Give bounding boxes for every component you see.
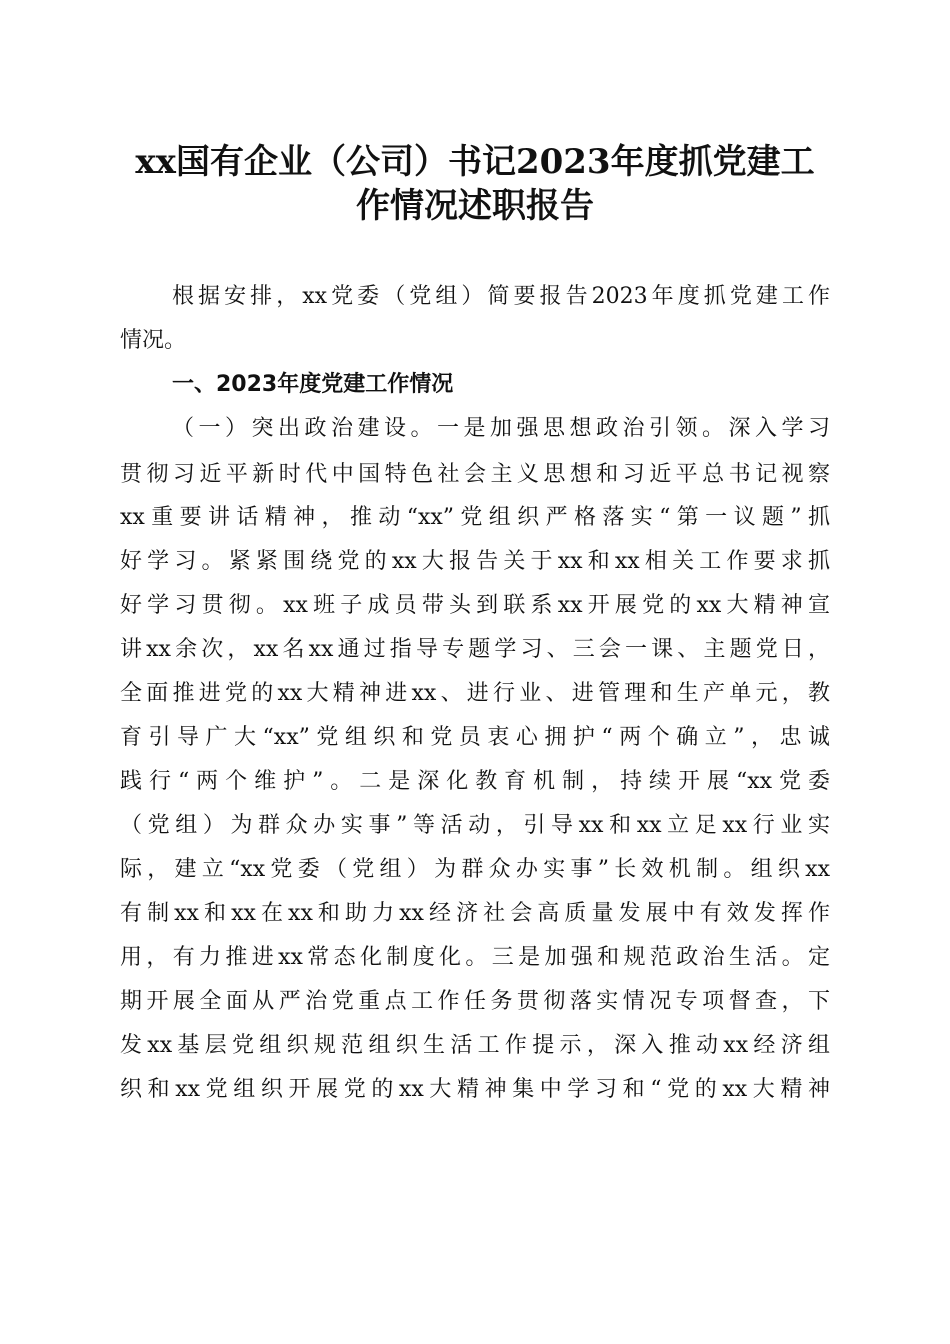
body-line: （一）突出政治建设。一是加强思想政治引领。深入学习: [172, 416, 830, 441]
document-title-line-2: 作情况述职报告: [356, 186, 594, 226]
body-line: 好学习贯彻。xx班子成员带头到联系xx开展党的xx大精神宣: [120, 593, 830, 618]
body-line: xx重要讲话精神，推动“xx”党组织严格落实“第一议题”抓: [120, 505, 830, 530]
body-line: 贯彻习近平新时代中国特色社会主义思想和习近平总书记视察: [120, 462, 830, 487]
body-line: 讲xx余次，xx名xx通过指导专题学习、三会一课、主题党日，: [120, 637, 830, 662]
body-line: （党组）为群众办实事”等活动，引导xx和xx立足xx行业实: [120, 813, 830, 838]
body-line: 育引导广大“xx”党组织和党员衷心拥护“两个确立”，忠诚: [120, 725, 830, 750]
body-line: 用，有力推进xx常态化制度化。三是加强和规范政治生活。定: [120, 945, 830, 970]
document-title-line-1: xx国有企业（公司）书记2023年度抓党建工: [135, 142, 815, 182]
section-heading: 一、2023年度党建工作情况: [172, 372, 454, 397]
body-line: 织和xx党组织开展党的xx大精神集中学习和“党的xx大精神: [120, 1077, 830, 1102]
body-line: 全面推进党的xx大精神进xx、进行业、进管理和生产单元，教: [120, 681, 830, 706]
body-line: 践行“两个维护”。二是深化教育机制，持续开展“xx党委: [120, 769, 830, 794]
body-line: 好学习。紧紧围绕党的xx大报告关于xx和xx相关工作要求抓: [120, 549, 830, 574]
body-line: 有制xx和xx在xx和助力xx经济社会高质量发展中有效发挥作: [120, 901, 830, 926]
intro-line-1: 根据安排，xx党委（党组）简要报告2023年度抓党建工作: [172, 284, 830, 309]
body-line: 际，建立“xx党委（党组）为群众办实事”长效机制。组织xx: [120, 857, 830, 882]
body-line: 期开展全面从严治党重点工作任务贯彻落实情况专项督查，下: [120, 989, 830, 1014]
intro-line-2: 情况。: [120, 328, 187, 353]
body-line: 发xx基层党组织规范组织生活工作提示，深入推动xx经济组: [120, 1033, 830, 1058]
